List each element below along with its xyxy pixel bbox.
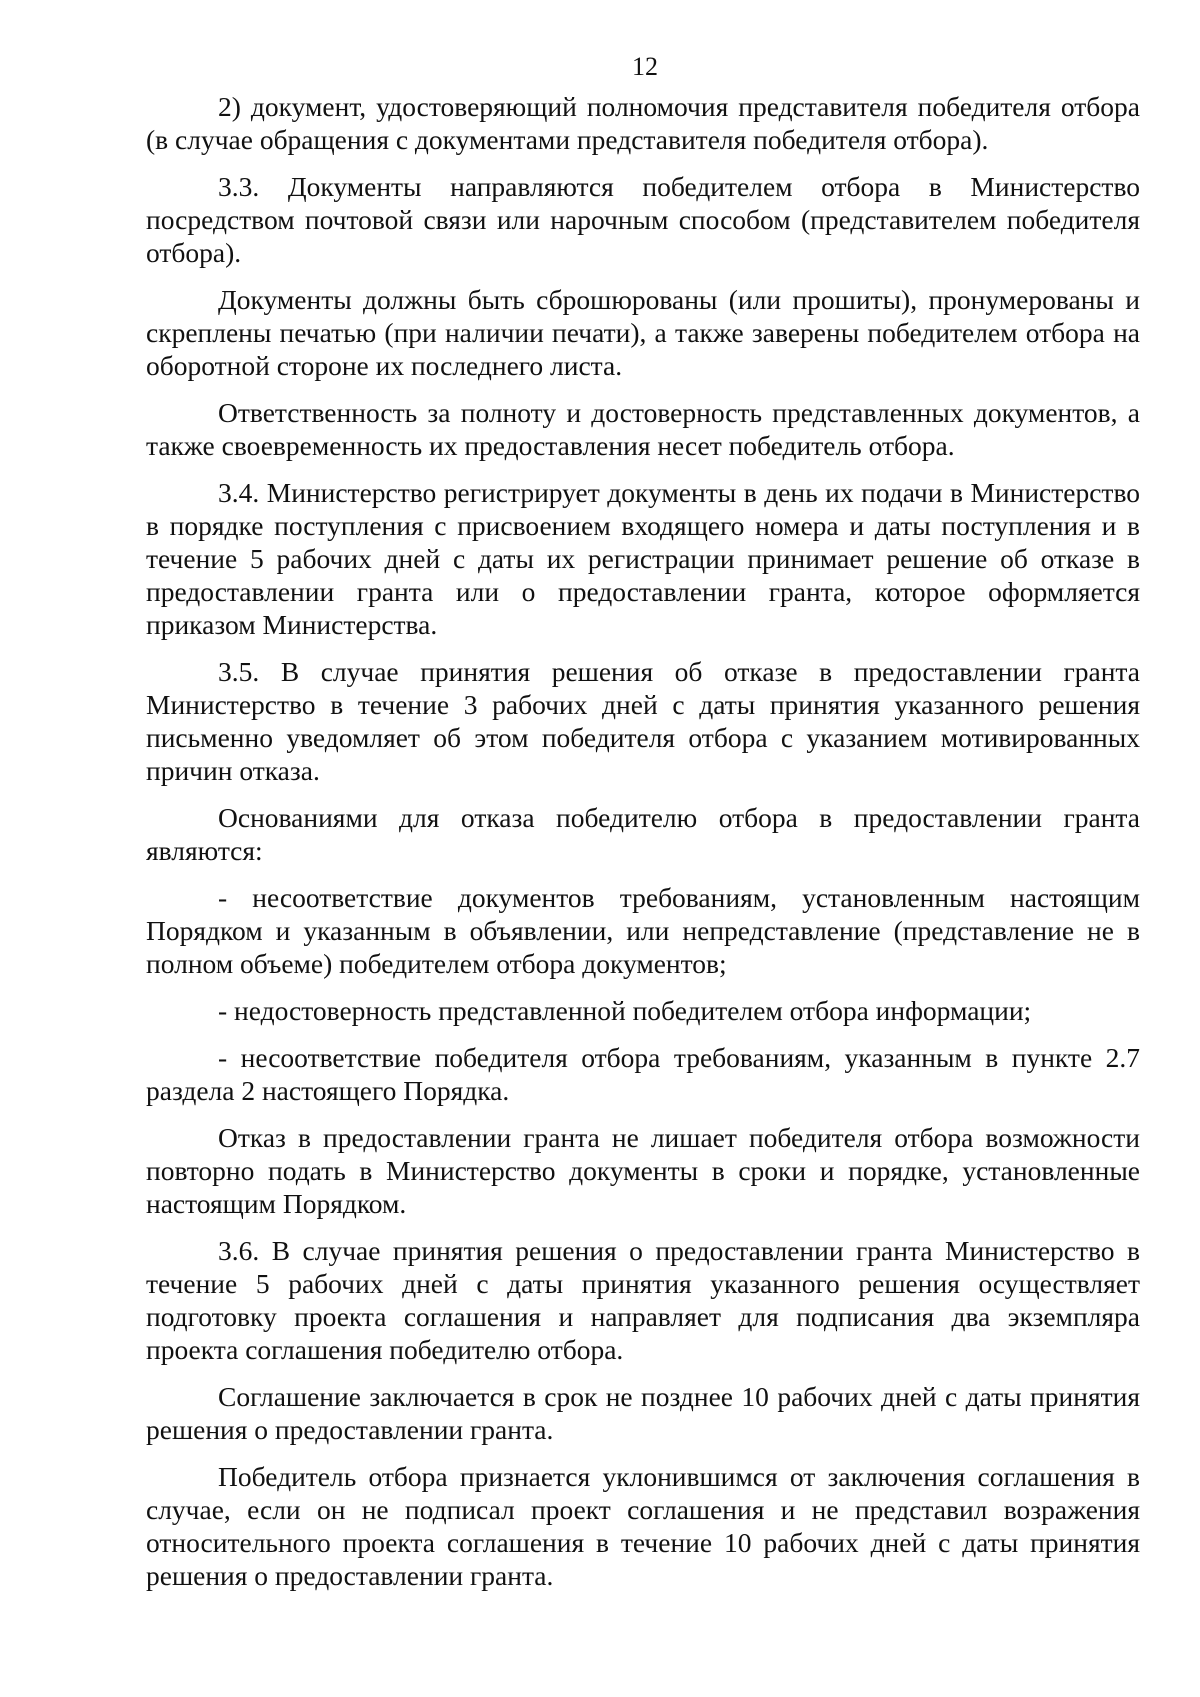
paragraph-responsibility: Ответственность за полноту и достоверность представленных документов, а также своевременность их предоставления несет победитель отбора. xyxy=(146,397,1140,461)
paragraph-evasion: Победитель отбора признается уклонившимся от заключения соглашения в случае, если он не подписал проект соглашения и не представил возражения относительного проекта соглашения в течение 10 рабочих дней с даты принятия решения о предоставлении гранта. xyxy=(146,1461,1140,1591)
paragraph-3-4: 3.4. Министерство регистрирует документы в день их подачи в Министерство в порядке поступления с присвоением входящего номера и даты поступления и в течение 5 рабочих дней с даты их регистрации принимает решение об отказе в предоставлении гранта или о предоставлении гранта, которое оформляется приказом Министерства. xyxy=(146,477,1140,640)
paragraph-ground-1: - несоответствие документов требованиям, установленным настоящим Порядком и указанным в объявлении, или непредставление (представление не в полном объеме) победителем отбора документов; xyxy=(146,882,1140,979)
paragraph-refusal-grounds: Основаниями для отказа победителю отбора в предоставлении гранта являются: xyxy=(146,802,1140,866)
paragraph-agreement-term: Соглашение заключается в срок не позднее 10 рабочих дней с даты принятия решения о предоставлении гранта. xyxy=(146,1381,1140,1445)
paragraph-3-5: 3.5. В случае принятия решения об отказе в предоставлении гранта Министерство в течение 3 рабочих дней с даты принятия указанного решения письменно уведомляет об этом победителя отбора с указанием мотивированных причин отказа. xyxy=(146,656,1140,786)
paragraph-ground-3: - несоответствие победителя отбора требованиям, указанным в пункте 2.7 раздела 2 настоящего Порядка. xyxy=(146,1042,1140,1106)
paragraph-3-3: 3.3. Документы направляются победителем отбора в Министерство посредством почтовой связи или нарочным способом (представителем победителя отбора). xyxy=(146,171,1140,268)
paragraph-3-6: 3.6. В случае принятия решения о предоставлении гранта Министерство в течение 5 рабочих дней с даты принятия указанного решения осуществляет подготовку проекта соглашения и направляет для подписания два экземпляра проекта соглашения победителю отбора. xyxy=(146,1235,1140,1365)
page-number: 12 xyxy=(632,52,658,81)
paragraph-refusal-resubmit: Отказ в предоставлении гранта не лишает победителя отбора возможности повторно подать в Министерство документы в сроки и порядке, установленные настоящим Порядком. xyxy=(146,1122,1140,1219)
paragraph-ground-2: - недостоверность представленной победителем отбора информации; xyxy=(218,995,1032,1026)
paragraph-item-2: 2) документ, удостоверяющий полномочия представителя победителя отбора (в случае обращения с документами представителя победителя отбора). xyxy=(146,91,1140,155)
document-body xyxy=(146,90,1140,1606)
paragraph-documents-binding: Документы должны быть сброшюрованы (или прошиты), пронумерованы и скреплены печатью (при наличии печати), а также заверены победителем отбора на оборотной стороне их последнего листа. xyxy=(146,284,1140,381)
